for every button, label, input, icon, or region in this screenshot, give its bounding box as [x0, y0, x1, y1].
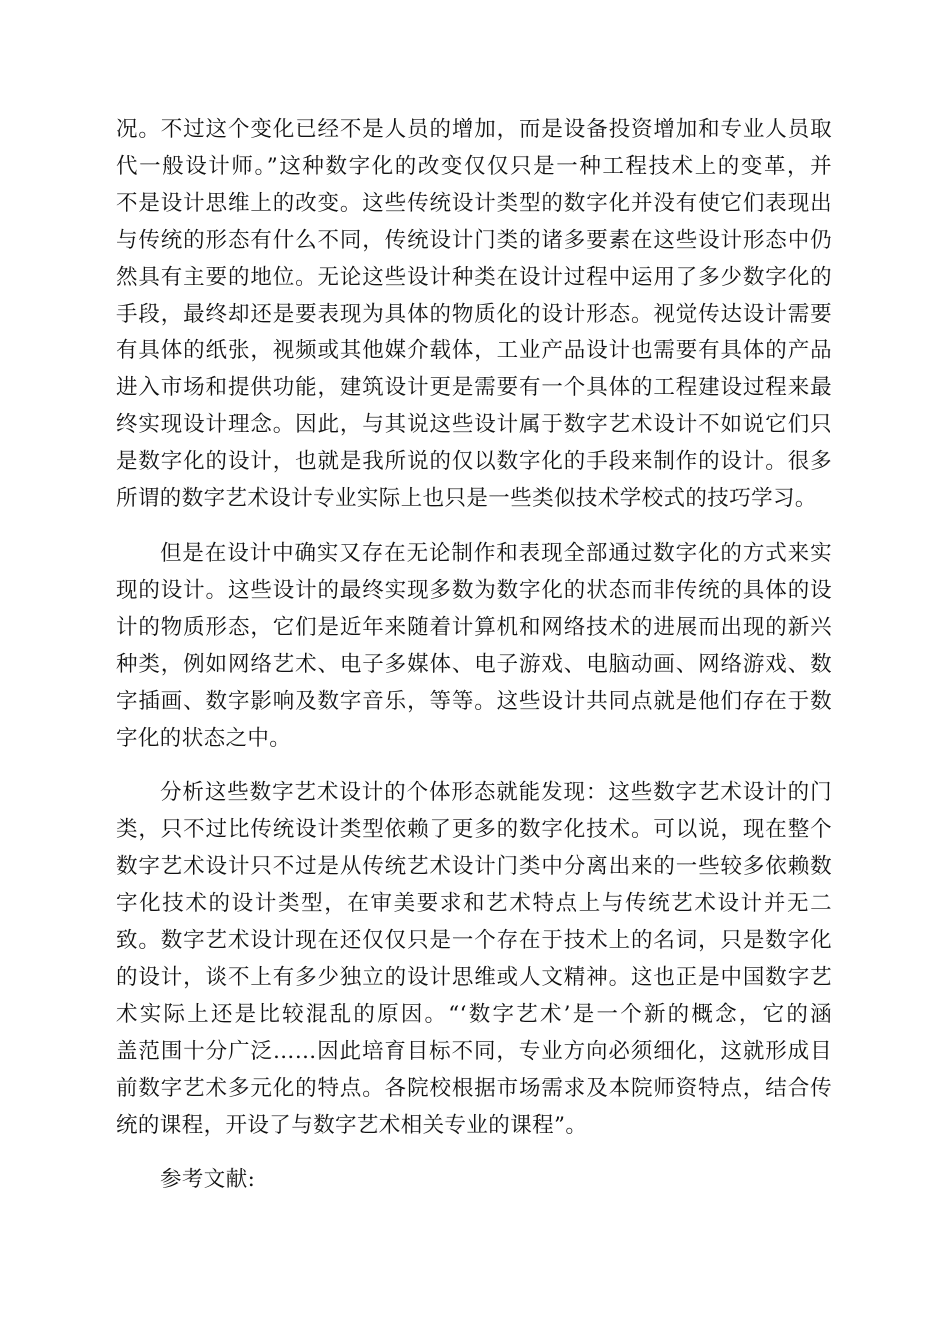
text-line: 然具有主要的地位。无论这些设计种类在设计过程中运用了多少数字化的	[116, 264, 832, 290]
paragraph-3	[116, 775, 832, 1144]
text-line: 字插画、数字影响及数字音乐，等等。这些设计共同点就是他们存在于数	[116, 688, 832, 714]
text-line: 术实际上还是比较混乱的原因。“‘数字艺术’是一个新的概念，它的涵	[116, 1001, 832, 1027]
text-line: 手段，最终却还是要表现为具体的物质化的设计形态。视觉传达设计需要	[116, 301, 832, 327]
text-line: 代一般设计师。”这种数字化的改变仅仅只是一种工程技术上的变革，并	[116, 153, 832, 179]
text-line: 况。不过这个变化已经不是人员的增加，而是设备投资增加和专业人员取	[116, 117, 832, 142]
text-line: 参考文献:	[160, 1167, 256, 1193]
text-line: 字化的状态之中。	[116, 725, 292, 751]
paragraph-gap	[116, 757, 832, 775]
text-line: 终实现设计理念。因此，与其说这些设计属于数字艺术设计不如说它们只	[116, 412, 832, 438]
document-page	[116, 112, 832, 1199]
text-line: 但是在设计中确实又存在无论制作和表现全部通过数字化的方式来实	[160, 540, 832, 566]
text-line: 类，只不过比传统设计类型依赖了更多的数字化技术。可以说，现在整个	[116, 817, 832, 843]
text-line: 与传统的形态有什么不同，传统设计门类的诸多要素在这些设计形态中仍	[116, 227, 832, 253]
text-line: 不是设计思维上的改变。这些传统设计类型的数字化并没有使它们表现出	[116, 190, 832, 216]
paragraph-1	[116, 112, 832, 518]
references-heading	[116, 1162, 832, 1199]
text-line: 字化技术的设计类型，在审美要求和艺术特点上与传统艺术设计并无二	[116, 891, 832, 917]
text-line: 的设计，谈不上有多少独立的设计思维或人文精神。这也正是中国数字艺	[116, 964, 832, 990]
text-line: 是数字化的设计，也就是我所说的仅以数字化的手段来制作的设计。很多	[116, 449, 832, 475]
paragraph-2	[116, 536, 832, 757]
text-line: 致。数字艺术设计现在还仅仅只是一个存在于技术上的名词，只是数字化	[116, 928, 832, 954]
text-line: 计的物质形态，它们是近年来随着计算机和网络技术的进展而出现的新兴	[116, 614, 832, 640]
text-line: 所谓的数字艺术设计专业实际上也只是一些类似技术学校式的技巧学习。	[116, 486, 817, 512]
text-line: 进入市场和提供功能，建筑设计更是需要有一个具体的工程建设过程来最	[116, 375, 832, 401]
paragraph-gap	[116, 1144, 832, 1162]
text-line: 前数字艺术多元化的特点。各院校根据市场需求及本院师资特点，结合传	[116, 1075, 832, 1101]
paragraph-gap	[116, 518, 832, 536]
text-line: 统的课程，开设了与数字艺术相关专业的课程”。	[116, 1112, 588, 1138]
text-line: 现的设计。这些设计的最终实现多数为数字化的状态而非传统的具体的设	[116, 577, 832, 603]
text-line: 有具体的纸张，视频或其他媒介载体，工业产品设计也需要有具体的产品	[116, 338, 832, 364]
text-line: 种类，例如网络艺术、电子多媒体、电子游戏、电脑动画、网络游戏、数	[116, 651, 832, 677]
text-line: 数字艺术设计只不过是从传统艺术设计门类中分离出来的一些较多依赖数	[116, 854, 832, 880]
text-line: 盖范围十分广泛……因此培育目标不同，专业方向必须细化，这就形成目	[116, 1038, 832, 1064]
text-line: 分析这些数字艺术设计的个体形态就能发现：这些数字艺术设计的门	[160, 780, 832, 806]
